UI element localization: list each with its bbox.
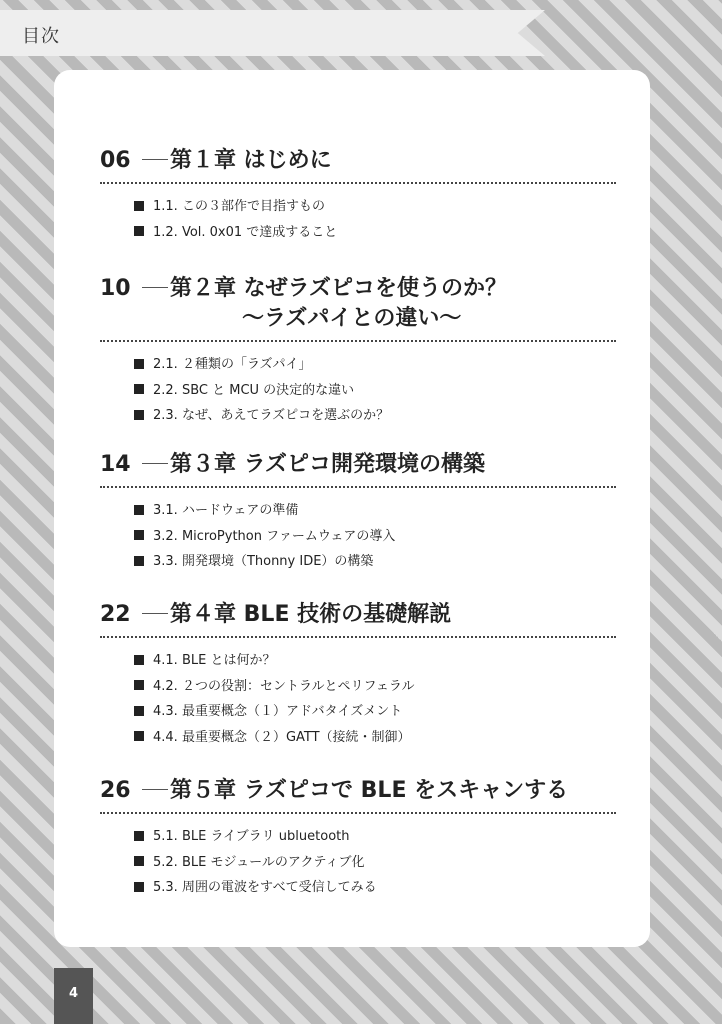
section-label: 4.4. 最重要概念（２）GATT（接続・制御） [153,729,411,745]
section-label: 2.2. SBC と MCU の決定的な違い [153,382,355,398]
chapter-heading[interactable] [100,600,620,630]
square-bullet-icon [134,359,144,369]
section-title: 目次 [22,26,60,47]
dotted-rule [100,812,616,814]
section-label: 2.3. なぜ、あえてラズピコを選ぶのか？ [153,408,390,423]
list-item[interactable] [134,850,620,876]
chapter-3 [100,450,620,575]
square-bullet-icon [134,530,144,540]
chapter-page-number: 26 [100,778,131,803]
list-item[interactable] [134,352,620,378]
dotted-rule [100,636,616,638]
chapter-page-number: 14 [100,452,131,477]
list-item[interactable] [134,549,620,575]
chapter-1 [100,146,620,245]
list-item[interactable] [134,674,620,700]
dash-divider [142,463,168,464]
list-item[interactable] [134,498,620,524]
dotted-rule [100,182,616,184]
list-item[interactable] [134,378,620,404]
section-list [100,824,620,901]
dash-divider [142,287,168,288]
dash-divider [142,613,168,614]
header-band [0,10,545,56]
dash-divider [142,789,168,790]
chapter-4 [100,600,620,750]
list-item[interactable] [134,194,620,220]
list-item[interactable] [134,725,620,751]
chapter-page-number: 10 [100,276,131,301]
list-item[interactable] [134,875,620,901]
list-item[interactable] [134,824,620,850]
chapter-title: 第５章 ラズピコで BLE をスキャンする [170,778,569,803]
chapter-heading[interactable] [100,776,620,806]
page-number-tab [54,968,93,1024]
section-label: 5.1. BLE ライブラリ ubluetooth [153,829,350,844]
square-bullet-icon [134,680,144,690]
chapter-2 [100,274,620,429]
dotted-rule [100,340,616,342]
section-label: 5.2. BLE モジュールのアクティブ化 [153,854,365,870]
chapter-heading[interactable] [100,274,620,304]
section-label: 4.1. BLE とは何か？ [153,653,276,668]
square-bullet-icon [134,201,144,211]
chapter-heading[interactable] [100,450,620,480]
section-label: 3.3. 開発環境（Thonny IDE）の構築 [153,554,374,569]
section-list [100,648,620,750]
section-list [100,498,620,575]
section-label: 2.1. ２種類の「ラズパイ」 [153,357,312,372]
section-label: 3.2. MicroPython ファームウェアの導入 [153,528,396,544]
square-bullet-icon [134,882,144,892]
section-label: 1.2. Vol. 0x01 で達成すること [153,224,338,240]
chapter-title: 第２章 なぜラズピコを使うのか？ [170,276,508,301]
square-bullet-icon [134,831,144,841]
section-label: 5.3. 周囲の電波をすべて受信してみる [153,880,377,895]
square-bullet-icon [134,856,144,866]
chapter-title: 第４章 BLE 技術の基礎解説 [170,602,452,627]
square-bullet-icon [134,706,144,716]
list-item[interactable] [134,648,620,674]
chapter-heading[interactable] [100,146,620,176]
square-bullet-icon [134,655,144,665]
square-bullet-icon [134,384,144,394]
list-item[interactable] [134,699,620,725]
square-bullet-icon [134,505,144,515]
section-label: 4.3. 最重要概念（１）アドバタイズメント [153,704,403,719]
chapter-5 [100,776,620,901]
list-item[interactable] [134,524,620,550]
section-label: 1.1. この３部作で目指すもの [153,199,325,214]
list-item[interactable] [134,403,620,429]
section-label: 4.2. ２つの役割：セントラルとペリフェラル [153,678,415,694]
chapter-subtitle: 〜ラズパイとの違い〜 [242,306,462,331]
dotted-rule [100,486,616,488]
square-bullet-icon [134,556,144,566]
chapter-page-number: 22 [100,602,131,627]
chapter-title: 第３章 ラズピコ開発環境の構築 [170,452,486,477]
list-item[interactable] [134,220,620,246]
section-list [100,352,620,429]
dash-divider [142,159,168,160]
square-bullet-icon [134,226,144,236]
chapter-title: 第１章 はじめに [170,148,332,173]
section-label: 3.1. ハードウェアの準備 [153,503,299,518]
square-bullet-icon [134,410,144,420]
chapter-page-number: 06 [100,148,131,173]
section-list [100,194,620,245]
page-number: 4 [68,986,79,1001]
square-bullet-icon [134,731,144,741]
